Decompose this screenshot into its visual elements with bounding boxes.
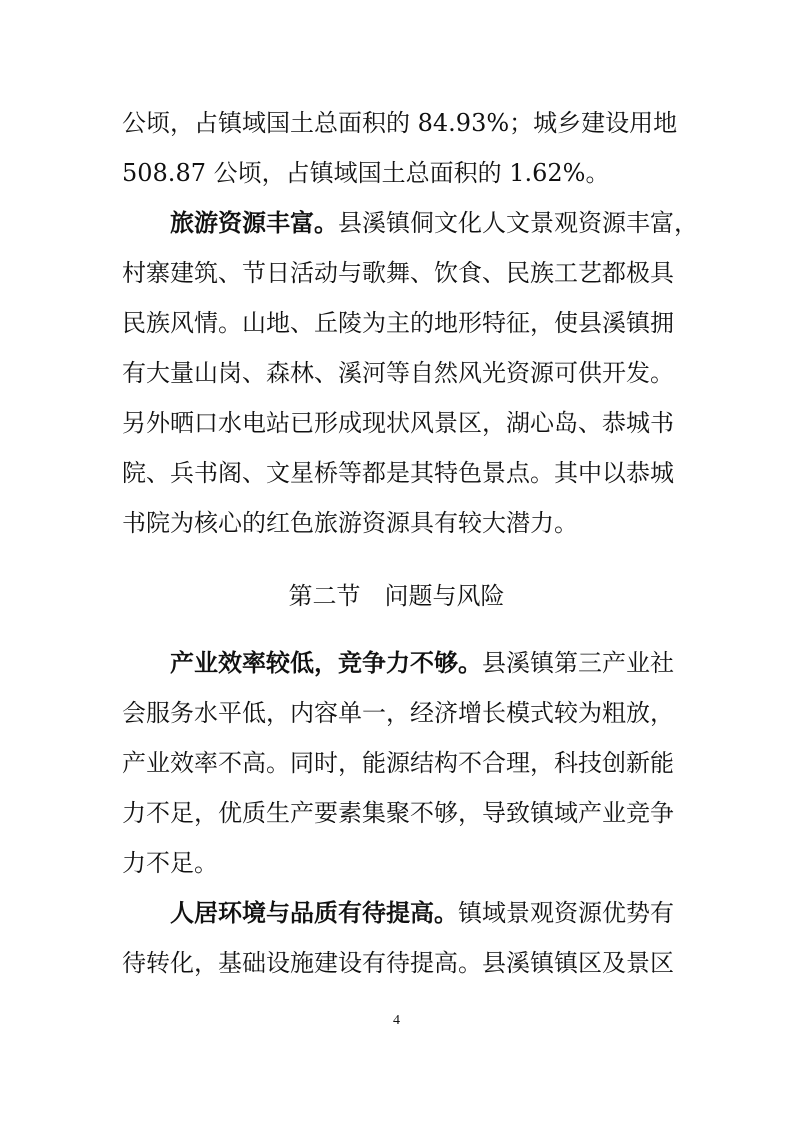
- paragraph-title: 旅游资源丰富。: [170, 208, 338, 237]
- text-line: [0, 303, 793, 343]
- text-line: [0, 153, 793, 193]
- paragraph-title: 产业效率较低，竞争力不够。: [170, 648, 482, 677]
- line-text: 村寨建筑、节日活动与歌舞、饮食、民族工艺都极具: [122, 259, 674, 287]
- line-text: [170, 893, 674, 933]
- text-line: [0, 843, 793, 883]
- line-text: 院、兵书阁、文星桥等都是其特色景点。其中以恭城: [122, 459, 674, 487]
- line-text: 508.87 公顷，占镇域国土总面积的 1.62%。: [122, 159, 610, 187]
- line-text: 民族风情。山地、丘陵为主的地形特征，使县溪镇拥: [122, 309, 674, 337]
- text-line: [0, 453, 793, 493]
- line-text: 有大量山岗、森林、溪河等自然风光资源可供开发。: [122, 359, 674, 387]
- text-line: [0, 793, 793, 833]
- line-text: [170, 203, 698, 243]
- line-text: 书院为核心的红色旅游资源具有较大潜力。: [122, 509, 578, 537]
- paragraph-first-line: [0, 893, 793, 933]
- page-number: 4: [393, 1013, 400, 1028]
- text-line: [0, 693, 793, 733]
- line-text: 力不足。: [122, 849, 218, 877]
- paragraph-first-line: [0, 643, 793, 683]
- line-text: 产业效率不高。同时，能源结构不合理，科技创新能: [122, 749, 674, 777]
- line-text: 力不足，优质生产要素集聚不够，导致镇域产业竞争: [122, 799, 674, 827]
- text-line: [0, 403, 793, 443]
- text-line: [0, 743, 793, 783]
- line-text: 待转化，基础设施建设有待提高。县溪镇镇区及景区: [122, 949, 674, 977]
- text-line: [0, 353, 793, 393]
- paragraph-title: 人居环境与品质有待提高。: [170, 898, 458, 927]
- text-line: [0, 103, 793, 143]
- line-text: 会服务水平低，内容单一，经济增长模式较为粗放，: [122, 699, 674, 727]
- text-line: [0, 253, 793, 293]
- line-text-rest: 县溪镇侗文化人文景观资源丰富，: [338, 209, 698, 237]
- paragraph-first-line: [0, 203, 793, 243]
- text-line: [0, 943, 793, 983]
- line-text-rest: 县溪镇第三产业社: [482, 649, 674, 677]
- line-text: 公顷，占镇域国土总面积的 84.93%；城乡建设用地: [122, 109, 678, 137]
- text-line: [0, 503, 793, 543]
- line-text-rest: 镇域景观资源优势有: [458, 899, 674, 927]
- line-text: [170, 643, 674, 683]
- section-heading: 第二节 问题与风险: [288, 582, 505, 610]
- line-text: 另外晒口水电站已形成现状风景区，湖心岛、恭城书: [122, 409, 674, 437]
